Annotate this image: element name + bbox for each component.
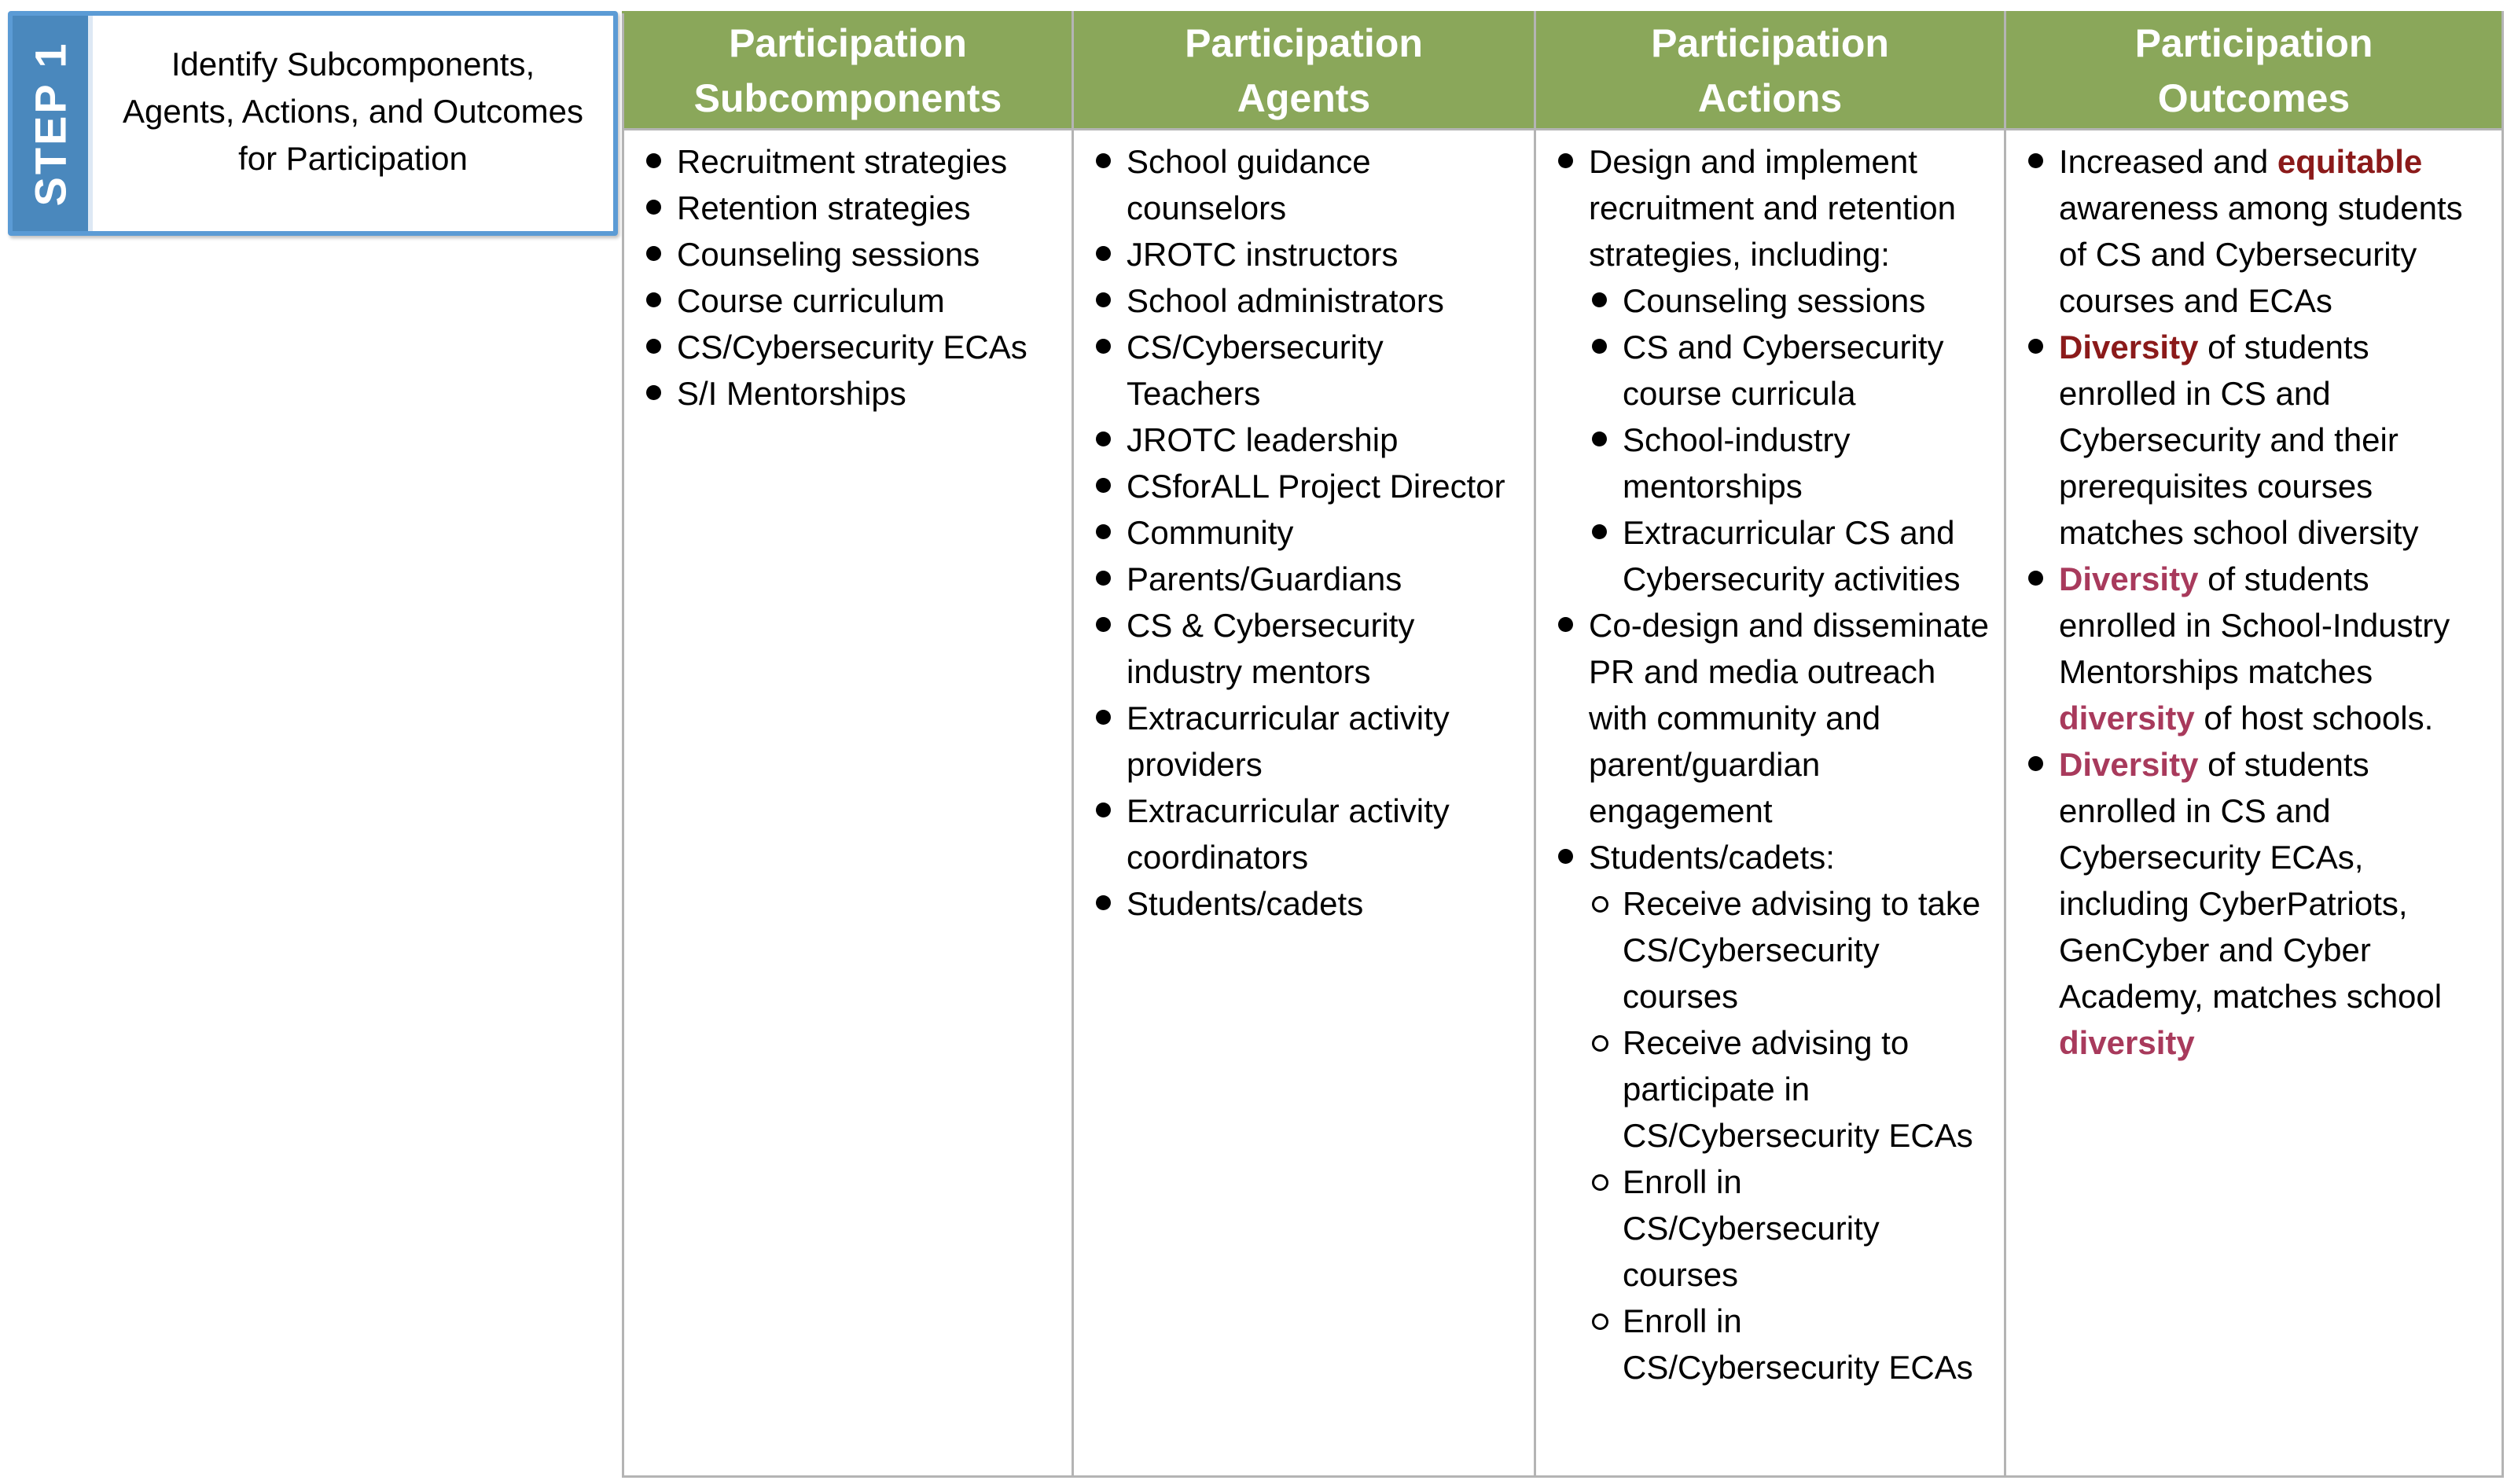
header-outcomes	[2005, 13, 2503, 130]
outcome-text: Increased and	[2059, 143, 2277, 180]
action-text: Design and implement recruitment and retention strategies, including:	[1589, 143, 1956, 273]
list-item: Counseling sessions	[1589, 277, 1993, 324]
list-item: S/I Mentorships	[643, 370, 1061, 417]
list-item: CS & Cybersecurity industry mentors	[1093, 602, 1523, 695]
header-line: Actions	[1697, 76, 1843, 120]
list-item: CS/Cybersecurity ECAs	[643, 324, 1061, 370]
step-label: STEP 1	[25, 41, 75, 206]
agents-list	[1093, 138, 1523, 927]
outcome-text: of students enrolled in CS and Cybersecurity and their prerequisites courses matches school diversity	[2059, 329, 2419, 551]
list-item: Students/cadets	[1093, 880, 1523, 927]
list-item	[2025, 324, 2490, 556]
list-item: CS/Cybersecurity Teachers	[1093, 324, 1523, 417]
highlight-term: equitable	[2277, 143, 2423, 180]
action-text: Co-design and disseminate PR and media outreach with community and parent/guardian engagement	[1589, 607, 1989, 829]
list-item: Extracurricular activity coordinators	[1093, 788, 1523, 880]
actions-cell	[1535, 130, 2005, 1477]
actions-list	[1555, 138, 1993, 1390]
action-sublist	[1589, 880, 1993, 1390]
step-callout	[8, 11, 618, 236]
list-item: Extracurricular activity providers	[1093, 695, 1523, 788]
agents-cell	[1073, 130, 1535, 1477]
action-text: Students/cadets:	[1589, 839, 1835, 876]
outcomes-cell	[2005, 130, 2503, 1477]
highlight-term: Diversity	[2059, 329, 2199, 365]
list-item: School administrators	[1093, 277, 1523, 324]
subcomponents-cell	[623, 130, 1073, 1477]
list-item: Enroll in CS/Cybersecurity ECAs	[1589, 1298, 1993, 1390]
highlight-term: diversity	[2059, 1024, 2195, 1061]
list-item: Parents/Guardians	[1093, 556, 1523, 602]
outcomes-list	[2025, 138, 2490, 1066]
step-description-line: Agents, Actions, and Outcomes	[123, 93, 583, 130]
list-item: Enroll in CS/Cybersecurity courses	[1589, 1159, 1993, 1298]
list-item: School-industry mentorships	[1589, 417, 1993, 509]
highlight-term: Diversity	[2059, 746, 2199, 783]
list-item: Course curriculum	[643, 277, 1061, 324]
step-description	[88, 16, 613, 231]
step-tab	[13, 16, 88, 231]
header-line: Agents	[1237, 76, 1371, 120]
list-item	[2025, 138, 2490, 324]
header-actions	[1535, 13, 2005, 130]
table-header-row	[623, 13, 2503, 130]
list-item	[2025, 741, 2490, 1066]
list-item: Retention strategies	[643, 185, 1061, 231]
participation-table	[622, 11, 2504, 1478]
outcome-text: of students enrolled in School-Industry Mentorships matches	[2059, 560, 2450, 690]
list-item	[2025, 556, 2490, 741]
list-item: CSforALL Project Director	[1093, 463, 1523, 509]
action-sublist	[1589, 277, 1993, 602]
list-item: School guidance counselors	[1093, 138, 1523, 231]
list-item: Extracurricular CS and Cybersecurity activities	[1589, 509, 1993, 602]
header-subcomponents	[623, 13, 1073, 130]
highlight-term: Diversity	[2059, 560, 2199, 597]
outcome-text: of host schools.	[2194, 700, 2434, 736]
step-description-line: for Participation	[238, 140, 468, 177]
header-line: Participation	[2134, 21, 2373, 65]
list-item: JROTC leadership	[1093, 417, 1523, 463]
header-line: Participation	[1185, 21, 1423, 65]
header-line: Subcomponents	[693, 76, 1002, 120]
header-agents	[1073, 13, 1535, 130]
list-item: Recruitment strategies	[643, 138, 1061, 185]
header-line: Participation	[1651, 21, 1889, 65]
list-item: Counseling sessions	[643, 231, 1061, 277]
list-item: JROTC instructors	[1093, 231, 1523, 277]
header-line: Outcomes	[2157, 76, 2351, 120]
table-body-row	[623, 130, 2503, 1477]
list-item	[1555, 602, 1993, 834]
list-item	[1555, 834, 1993, 1390]
subcomponents-list	[643, 138, 1061, 417]
list-item: Receive advising to take CS/Cybersecurity courses	[1589, 880, 1993, 1019]
outcome-text: of students enrolled in CS and Cybersecurity ECAs, including CyberPatriots, GenCyber and Cyber Academy, matches school	[2059, 746, 2443, 1015]
highlight-term: diversity	[2059, 700, 2195, 736]
list-item: CS and Cybersecurity course curricula	[1589, 324, 1993, 417]
list-item: Community	[1093, 509, 1523, 556]
list-item	[1555, 138, 1993, 602]
step-description-line: Identify Subcomponents,	[171, 46, 535, 83]
list-item: Receive advising to participate in CS/Cybersecurity ECAs	[1589, 1019, 1993, 1159]
header-line: Participation	[729, 21, 967, 65]
outcome-text: awareness among students of CS and Cybersecurity courses and ECAs	[2059, 189, 2463, 319]
